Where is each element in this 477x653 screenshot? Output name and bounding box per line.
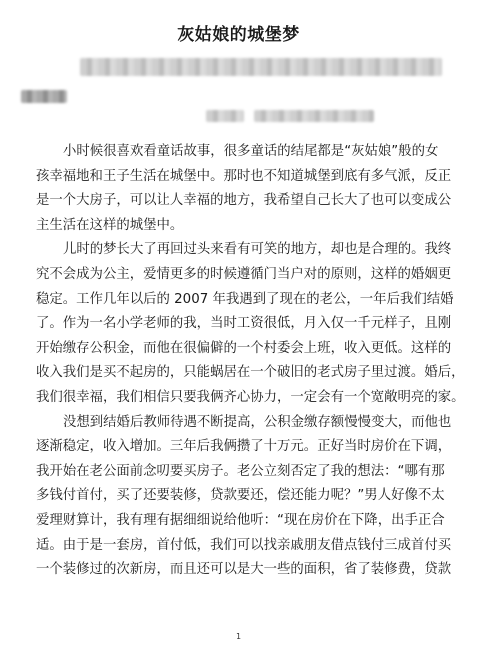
text-line: 稳定。工作几年以后的 2007 年我遇到了现在的老公，一年后我们结婚: [36, 291, 454, 307]
article-body: [36, 140, 465, 583]
blurred-author: [206, 110, 244, 122]
blurred-tag: [21, 90, 67, 103]
document-title: 灰姑娘的城堡梦: [177, 25, 300, 45]
paragraph-3: [36, 411, 456, 583]
text-line: 爱理财算计，我有理有据细细说给他听：“现在房价在下降，出手正合: [36, 512, 445, 528]
blurred-author-extra: [254, 110, 374, 122]
text-line: 是一个大房子，可以让人幸福的地方，我希望自己长大了也可以变成公: [36, 193, 452, 209]
text-line: 一个装修过的次新房，而且还可以是大一些的面积，省了装修费，贷款: [36, 562, 452, 578]
text-line: 收入我们是买不起房的，只能蜗居在一个破旧的老式房子里过渡。婚后，: [36, 365, 465, 381]
text-line: 小时候很喜欢看童话故事，很多童话的结尾都是“灰姑娘”般的女: [63, 144, 439, 159]
text-line: 适。由于是一套房，首付低，我们可以找亲戚朋友借点钱付三成首付买: [36, 537, 452, 553]
text-line: 我们很幸福，我们相信只要我俩齐心协力，一定会有一个宽敞明亮的家。: [36, 389, 465, 405]
text-line: 开始缴存公积金，而他在很偏僻的一个村委会上班，收入更低。这样的: [36, 340, 452, 356]
text-line: 没想到结婚后教师待遇不断提高，公积金缴存额慢慢变大，而他也: [63, 414, 452, 430]
page-number: 1: [235, 632, 242, 641]
text-line: 我开始在老公面前念叨要买房子。老公立刻否定了我的想法：“哪有那: [36, 463, 445, 479]
text-line: 孩幸福地和王子生活在城堡中。那时也不知道城堡到底有多气派，反正: [36, 168, 452, 184]
text-line: 多钱付首付，买了还要装修，贷款要还，偿还能力呢？”男人好像不太: [36, 488, 445, 504]
blurred-subtitle: [80, 58, 442, 76]
paragraph-1: [36, 140, 456, 238]
text-line: 儿时的梦长大了再回过头来看有可笑的地方，却也是合理的。我终: [63, 242, 452, 258]
text-line: 究不会成为公主，爱情更多的时候遵循门当户对的原则，这样的婚姻更: [36, 266, 452, 282]
text-line: 主生活在这样的城堡中。: [36, 217, 184, 233]
text-line: 了。作为一名小学老师的我，当时工资很低，月入仅一千元样子，且刚: [36, 316, 452, 332]
paragraph-2: [36, 238, 465, 410]
text-line: 逐渐稳定，收入增加。三年后我俩攒了十万元。正好当时房价在下调，: [36, 439, 452, 455]
